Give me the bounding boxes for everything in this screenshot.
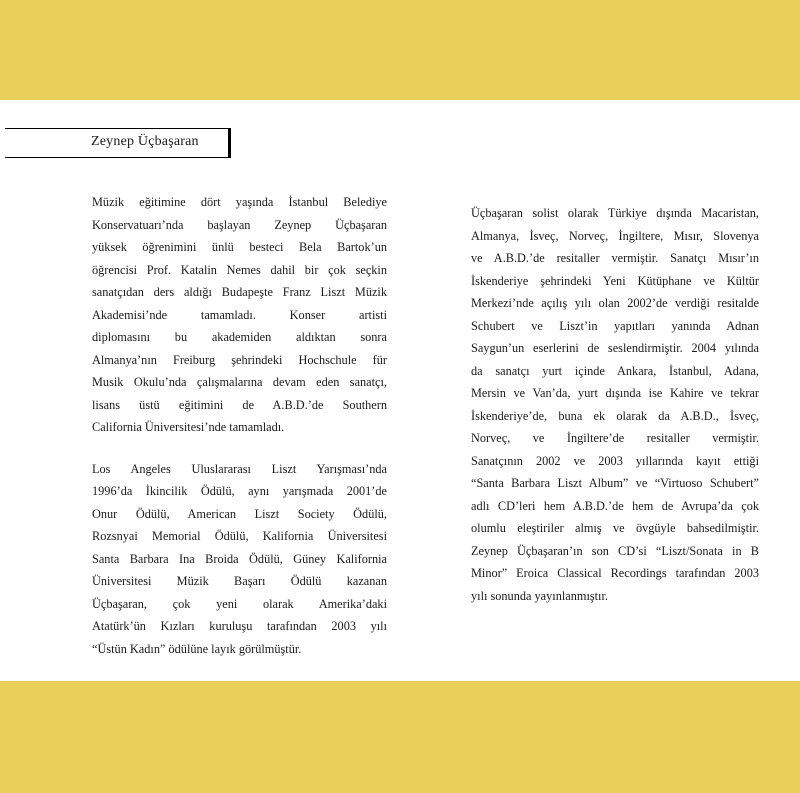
text-line: İskenderiye’de, buna ek olarak da A.B.D., İsveç, xyxy=(471,408,759,423)
text-line: lisans üstü eğitimini de A.B.D.’de Southern xyxy=(92,397,387,412)
text-line: Onur Ödülü, American Liszt Society Ödülü, xyxy=(92,506,387,521)
text-line: Norveç, ve İngiltere’de resitaller vermiştir. xyxy=(471,431,759,445)
text-line: olumlu eleştiriler almış ve övgüyle bahsedilmiştir. xyxy=(471,521,759,535)
text-line: “Üstün Kadın” ödülüne layık görülmüştür. xyxy=(92,641,302,656)
name-header-box xyxy=(5,128,231,158)
text-line: 1996’da İkincilik Ödülü, aynı yarışmada 2001’de xyxy=(92,484,387,498)
text-line: Musik Okulu’nda çalışmalarına devam eden sanatçı, xyxy=(92,375,387,389)
text-line: California Üniversitesi’nde tamamladı. xyxy=(92,420,285,434)
right-text-column xyxy=(471,202,759,607)
text-line: Rozsnyai Memorial Ödülü, Kalifornia Üniversitesi xyxy=(92,529,387,543)
text-line: Konservatuarı’nda başlayan Zeynep Üçbaşaran xyxy=(92,217,387,232)
text-line: Atatürk’ün Kızları kuruluşu tarafından 2003 yılı xyxy=(92,619,387,633)
artist-name-heading: Zeynep Üçbaşaran xyxy=(91,134,199,149)
text-line: Saygun’un eserlerini de seslendirmiştir. 2004 yılında xyxy=(471,341,759,355)
text-line: adlı CD’leri hem A.B.D.’de hem de Avrupa’da çok xyxy=(471,498,759,513)
text-line: öğrencisi Prof. Katalin Nemes dahil bir çok seçkin xyxy=(92,262,387,277)
text-line: Schubert ve Liszt’in yapıtları yanında Adnan xyxy=(471,318,759,333)
text-line: Minor” Eroica Classical Recordings tarafından 2003 xyxy=(471,566,759,580)
text-line: “Santa Barbara Liszt Album” ve “Virtuoso Schubert” xyxy=(471,476,759,490)
text-line: Müzik eğitimine dört yaşında İstanbul Belediye xyxy=(92,195,387,209)
biography-paragraph-education xyxy=(92,191,387,439)
text-line: Akademisi’nde tamamladı. Konser artisti xyxy=(92,307,387,322)
text-line: da sanatçı yurt içinde Ankara, İstanbul, Adana, xyxy=(471,363,759,378)
left-text-column xyxy=(92,191,387,660)
text-line: Merkezi’nde açılış yılı olan 2002’de verdiği resitalde xyxy=(471,296,759,310)
text-line: Zeynep Üçbaşaran’ın son CD’si “Liszt/Sonata in B xyxy=(471,543,759,558)
paragraph-spacer xyxy=(92,439,387,458)
text-line: Santa Barbara Ina Broida Ödülü, Güney Kalifornia xyxy=(92,551,387,566)
top-yellow-band xyxy=(0,0,800,100)
text-line: Üçbaşaran solist olarak Türkiye dışında Macaristan, xyxy=(471,206,759,220)
text-line: diplomasını bu akademiden aldıktan sonra xyxy=(92,330,387,344)
bottom-yellow-band xyxy=(0,681,800,793)
text-line: Üçbaşaran, çok yeni olarak Amerika’daki xyxy=(92,596,387,611)
biography-paragraph-performances xyxy=(471,202,759,607)
text-line: yılı sonunda yayınlanmıştır. xyxy=(471,588,608,603)
text-line: Mersin ve Van’da, yurt dışında ise Kahire ve tekrar xyxy=(471,386,759,400)
text-line: İskenderiye şehrindeki Yeni Kütüphane ve Kültür xyxy=(471,273,759,288)
text-line: Los Angeles Uluslararası Liszt Yarışması’nda xyxy=(92,461,387,476)
text-line: Almanya, İsveç, Norveç, İngiltere, Mısır, Slovenya xyxy=(471,228,759,243)
text-line: yüksek öğrenimini ünlü besteci Bela Bartok’un xyxy=(92,240,387,254)
text-line: Almanya’nın Freiburg şehrindeki Hochschule für xyxy=(92,352,387,367)
text-line: Üniversitesi Müzik Başarı Ödülü kazanan xyxy=(92,574,387,588)
text-line: sanatçıdan ders aldığı Budapeşte Franz Liszt Müzik xyxy=(92,285,387,299)
text-line: ve A.B.D.’de resitaller vermiştir. Sanatçı Mısır’ın xyxy=(471,251,759,265)
booklet-page xyxy=(0,100,800,681)
text-line: Sanatçının 2002 ve 2003 yıllarında kayıt ettiği xyxy=(471,453,759,468)
biography-paragraph-awards xyxy=(92,458,387,661)
